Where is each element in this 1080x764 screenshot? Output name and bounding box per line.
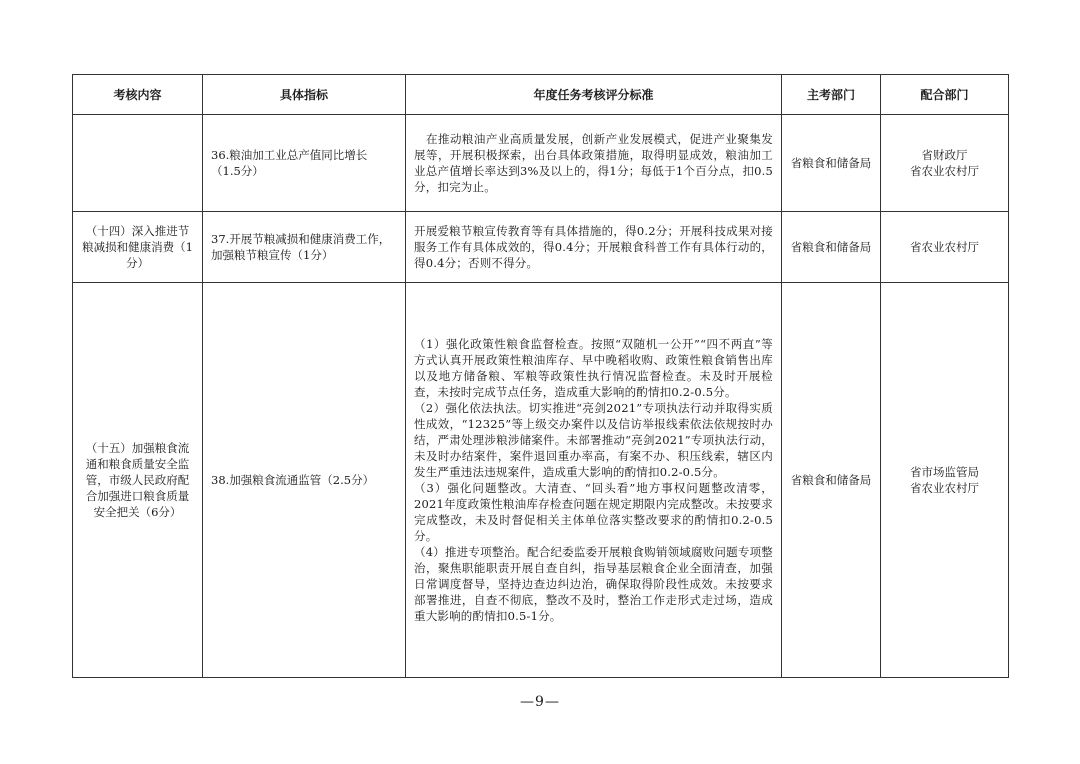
assessment-table (72, 74, 1009, 678)
criteria-paragraph: 在推动粮油产业高质量发展，创新产业发展模式，促进产业聚集发展等，开展积极探索，出台具体政策措施，取得明显成效，粮油加工业总产值增长率达到3%及以上的，得1分；每低于1个百分点，扣0.5分，扣完为止。 (414, 132, 773, 194)
coop-dept-line: 省农业农村厅 (910, 481, 979, 495)
header-content: 考核内容 (73, 75, 203, 115)
lead-dept-cell: 省粮食和储备局 (782, 283, 881, 678)
table-row (73, 212, 1009, 283)
page-number: —9— (520, 694, 560, 710)
indicator-cell: 37.开展节粮减损和健康消费工作，加强粮节粮宣传（1分） (203, 212, 406, 283)
coop-dept-line: 省农业农村厅 (910, 164, 979, 178)
criteria-paragraph: （3）强化问题整改。大清查、“回头看”地方事权问题整改清零，2021年度政策性粮油库存检查问题在规定期限内完成整改。未按要求完成整改，未及时督促相关主体单位落实整改要求的酌情扣0.2-0.5分。 (414, 481, 773, 543)
criteria-paragraph: （1）强化政策性粮食监督检查。按照“双随机一公开”“四不两直”等方式认真开展政策性粮油库存、早中晚稻收购、政策性粮食销售出库以及地方储备粮、军粮等政策性执行情况监督检查。未及时开展检查，未按时完成节点任务，造成重大影响的酌情扣0.2-0.5分。 (414, 337, 773, 399)
header-criteria: 年度任务考核评分标准 (406, 75, 782, 115)
coop-dept-cell (881, 115, 1009, 212)
indicator-cell: 38.加强粮食流通监管（2.5分） (203, 283, 406, 678)
header-row (73, 75, 1009, 115)
content-cell: （十五）加强粮食流通和粮食质量安全监管，市级人民政府配合加强进口粮食质量安全把关（6分） (73, 283, 203, 678)
criteria-cell (406, 212, 782, 283)
header-coop-dept: 配合部门 (881, 75, 1009, 115)
criteria-paragraph: （4）推进专项整治。配合纪委监委开展粮食购销领域腐败问题专项整治，聚焦职能职责开展自查自纠，指导基层粮食企业全面清查，加强日常调度督导，坚持边查边纠边治，确保取得阶段性成效。未按要求部署推进，自查不彻底，整改不及时，整治工作走形式走过场，造成重大影响的酌情扣0.5-1分。 (414, 545, 773, 623)
content-cell (73, 115, 203, 212)
table-row (73, 115, 1009, 212)
lead-dept-cell: 省粮食和储备局 (782, 212, 881, 283)
header-lead-dept: 主考部门 (782, 75, 881, 115)
criteria-paragraph: 开展爱粮节粮宣传教育等有具体措施的，得0.2分；开展科技成果对接服务工作有具体成效的，得0.4分；开展粮食科普工作有具体行动的，得0.4分；否则不得分。 (414, 224, 773, 270)
coop-dept-line: 省财政厅 (921, 148, 968, 162)
criteria-cell (406, 283, 782, 678)
lead-dept-cell: 省粮食和储备局 (782, 115, 881, 212)
header-indicator: 具体指标 (203, 75, 406, 115)
coop-dept-line: 省市场监管局 (910, 465, 979, 479)
coop-dept-cell (881, 283, 1009, 678)
coop-dept-line: 省农业农村厅 (910, 240, 979, 254)
indicator-cell: 36.粮油加工业总产值同比增长（1.5分） (203, 115, 406, 212)
criteria-cell (406, 115, 782, 212)
criteria-paragraph: （2）强化依法执法。切实推进“亮剑2021”专项执法行动并取得实质性成效，“12325”等上级交办案件以及信访举报线索依法依规按时办结，严肃处理涉粮涉储案件。未部署推动“亮剑2021”专项执法行动，未及时办结案件，案件退回重办率高，有案不办、积压线索，辖区内发生严重违法违规案件，造成重大影响的酌情扣0.2-0.5分。 (414, 401, 773, 479)
content-cell: （十四）深入推进节粮减损和健康消费（1分） (73, 212, 203, 283)
coop-dept-cell (881, 212, 1009, 283)
table-row (73, 283, 1009, 678)
